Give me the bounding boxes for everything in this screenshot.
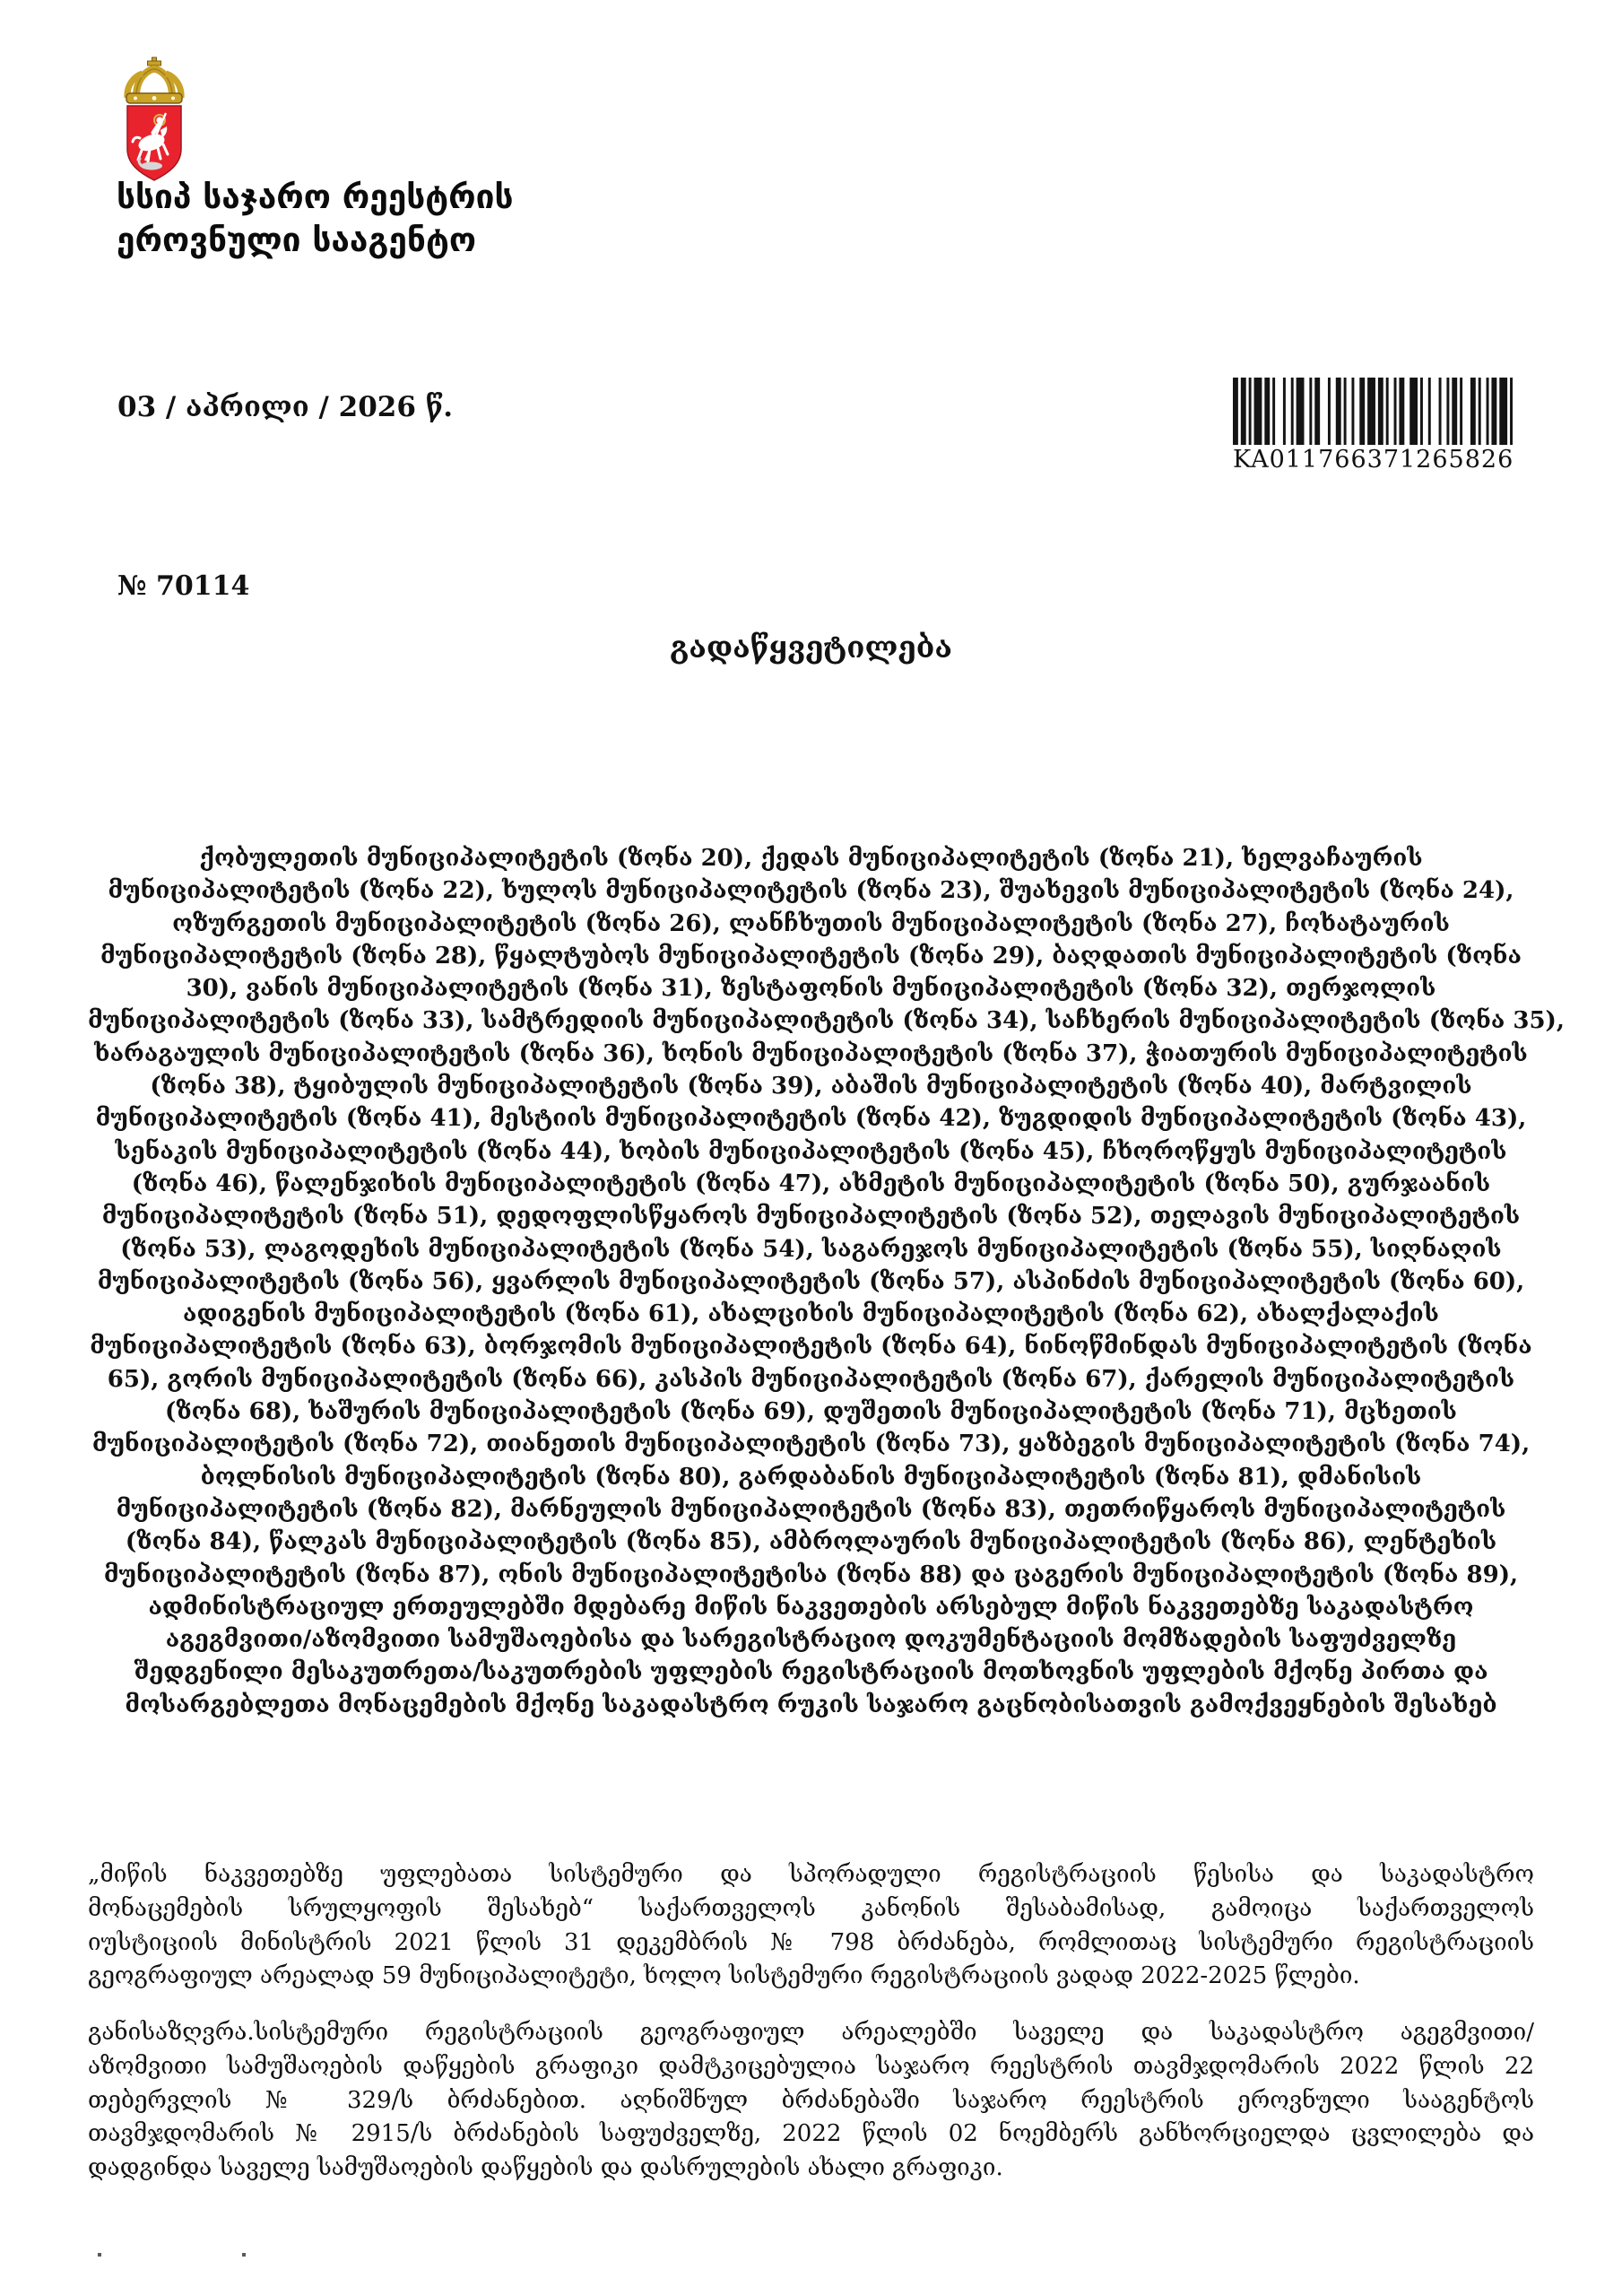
text-line: აზომვითი სამუშაოების დაწყების გრაფიკი დამტკიცებულია საჯარო რეესტრის თავმჯდომარის 2022 წლის 22 bbox=[88, 2052, 1534, 2080]
text-line: თებერვლის № 329/ს ბრძანებით. აღნიშნულ ბრძანებაში საჯარო რეესტრის ეროვნული სააგენტოს bbox=[88, 2086, 1534, 2114]
document-title: გადაწყვეტილება bbox=[670, 630, 952, 665]
text-line: მუნიციპალიტეტის (ზონა 82), მარნეულის მუნიციპალიტეტის (ზონა 83), თეთრიწყაროს მუნიციპალიტეტის bbox=[116, 1495, 1506, 1523]
text-line: (ზონა 84), წალკას მუნიციპალიტეტის (ზონა 85), ამბროლაურის მუნიციპალიტეტის (ზონა 86), ლენტეხის bbox=[125, 1528, 1497, 1556]
text-line: მუნიციპალიტეტის (ზონა 87), ონის მუნიციპალიტეტისა (ზონა 88) და ცაგერის მუნიციპალიტეტის (ზონა 89), bbox=[103, 1561, 1519, 1588]
agency-name bbox=[117, 176, 514, 262]
paragraph-schedule bbox=[88, 2016, 1534, 2186]
text-line: (ზონა 68), ხაშურის მუნიციპალიტეტის (ზონა 69), დუშეთის მუნიციპალიტეტის (ზონა 71), მცხეთის bbox=[165, 1398, 1457, 1426]
barcode bbox=[1233, 378, 1513, 474]
text-line: ადიგენის მუნიციპალიტეტის (ზონა 61), ახალციხის მუნიციპალიტეტის (ზონა 62), ახალქალაქის bbox=[183, 1300, 1439, 1328]
text-line: მუნიციპალიტეტის (ზონა 33), სამტრედიის მუნიციპალიტეტის (ზონა 34), საჩხერის მუნიციპალიტეტის (ზონა 35), bbox=[88, 1007, 1565, 1035]
text-line: მონაცემების სრულყოფის შესახებ“ საქართველოს კანონის შესაბამისად, გამოიცა საქართველოს bbox=[88, 1894, 1534, 1922]
text-line: თავმჯდომარის № 2915/ს ბრძანების საფუძველზე, 2022 წლის 02 ნოემბერს განხორციელდა ცვლილება და bbox=[88, 2120, 1534, 2148]
text-line: (ზონა 38), ტყიბულის მუნიციპალიტეტის (ზონა 39), აბაშის მუნიციპალიტეტის (ზონა 40), მარტვილის bbox=[150, 1073, 1472, 1100]
body-text bbox=[88, 842, 1565, 1721]
barcode-bars bbox=[1233, 378, 1513, 445]
text-line: ადმინისტრაციულ ერთეულებში მდებარე მიწის ნაკვეთების არსებულ მიწის ნაკვეთებზე საკადასტრო bbox=[148, 1593, 1474, 1621]
text-line: შედგენილი მესაკუთრეთა/საკუთრების უფლების რეგისტრაციის მოთხოვნის უფლების მქონე პირთა და bbox=[134, 1658, 1488, 1686]
barcode-value: KA011766371265826 bbox=[1233, 446, 1514, 474]
text-line: მოსარგებლეთა მონაცემების მქონე საკადასტრო რუკის საჯარო გაცნობისათვის გამოქვეყნების შესახებ bbox=[125, 1691, 1497, 1718]
text-line: მუნიციპალიტეტის (ზონა 51), დედოფლისწყაროს მუნიციპალიტეტის (ზონა 52), თელავის მუნიციპალიტეტის bbox=[101, 1203, 1521, 1231]
text-line: 65), გორის მუნიციპალიტეტის (ზონა 66), კასპის მუნიციპალიტეტის (ზონა 67), ქარელის მუნიციპალიტეტის bbox=[107, 1365, 1515, 1393]
text-line: მუნიციპალიტეტის (ზონა 41), მესტიის მუნიციპალიტეტის (ზონა 42), ზუგდიდის მუნიციპალიტეტის (ზონა 43), bbox=[95, 1105, 1527, 1133]
text-line: სენაკის მუნიციპალიტეტის (ზონა 44), ხობის მუნიციპალიტეტის (ზონა 45), ჩხოროწყუს მუნიციპალიტეტის bbox=[115, 1137, 1507, 1165]
scan-speck bbox=[98, 2253, 101, 2257]
text-line: მუნიციპალიტეტის (ზონა 22), ხულოს მუნიციპალიტეტის (ზონა 23), შუახევის მუნიციპალიტეტის (ზონა 24), bbox=[108, 877, 1514, 905]
text-line: მუნიციპალიტეტის (ზონა 56), ყვარლის მუნიციპალიტეტის (ზონა 57), ასპინძის მუნიციპალიტეტის (ზონა 60), bbox=[97, 1267, 1525, 1295]
text-line: აგეგმვითი/აზომვითი სამუშაოებისა და სარეგისტრაციო დოკუმენტაციის მომზადების საფუძველზე bbox=[165, 1626, 1457, 1654]
text-line: „მიწის ნაკვეთებზე უფლებათა სისტემური და სპორადული რეგისტრაციის წესისა და საკადასტრო bbox=[88, 1861, 1534, 1888]
paragraph-law-reference bbox=[88, 1858, 1534, 1994]
georgia-coat-of-arms-icon bbox=[116, 56, 193, 183]
text-line: ქობულეთის მუნიციპალიტეტის (ზონა 20), ქედას მუნიციპალიტეტის (ზონა 21), ხელვაჩაურის bbox=[199, 845, 1423, 872]
text-line: მუნიციპალიტეტის (ზონა 28), წყალტუბოს მუნიციპალიტეტის (ზონა 29), ბაღდათის მუნიციპალიტეტის (ზონა bbox=[100, 942, 1522, 970]
text-line: მუნიციპალიტეტის (ზონა 72), თიანეთის მუნიციპალიტეტის (ზონა 73), ყაზბეგის მუნიციპალიტეტის (ზონა 74), bbox=[91, 1431, 1531, 1458]
text-line: ოზურგეთის მუნიციპალიტეტის (ზონა 26), ლანჩხუთის მუნიციპალიტეტის (ზონა 27), ჩოხატაურის bbox=[172, 909, 1450, 937]
text-line: მუნიციპალიტეტის (ზონა 63), ბორჯომის მუნიციპალიტეტის (ზონა 64), ნინოწმინდას მუნიციპალიტეტის (ზონა bbox=[90, 1333, 1532, 1361]
text-line: ბოლნისის მუნიციპალიტეტის (ზონა 80), გარდაბანის მუნიციპალიტეტის (ზონა 81), დმანისის bbox=[200, 1463, 1422, 1491]
agency-name-line2: ეროვნული სააგენტო bbox=[117, 221, 476, 259]
text-line: 30), ვანის მუნიციპალიტეტის (ზონა 31), ზესტაფონის მუნიციპალიტეტის (ზონა 32), თერჯოლის bbox=[186, 975, 1436, 1003]
scan-speck bbox=[242, 2253, 246, 2257]
text-line: იუსტიციის მინისტრის 2021 წლის 31 დეკემბრის № 798 ბრძანება, რომლითაც სისტემური რეგისტრაციის bbox=[88, 1928, 1534, 1956]
text-line: გეოგრაფიულ არეალად 59 მუნიციპალიტეტი, ხოლო სისტემური რეგისტრაციის ვადად 2022-2025 წლები. bbox=[88, 1962, 1360, 1990]
text-line: (ზონა 46), წალენჯიხის მუნიციპალიტეტის (ზონა 47), ახმეტის მუნიციპალიტეტის (ზონა 50), გურჯაანის bbox=[131, 1170, 1491, 1197]
text-line: ხარაგაულის მუნიციპალიტეტის (ზონა 36), ხონის მუნიციპალიტეტის (ზონა 37), ჭიათურის მუნიციპალიტეტის bbox=[94, 1039, 1528, 1067]
document-date: 03 / აპრილი / 2026 წ. bbox=[117, 391, 454, 423]
document-number: № 70114 bbox=[117, 570, 250, 602]
text-line: (ზონა 53), ლაგოდეხის მუნიციპალიტეტის (ზონა 54), საგარეჯოს მუნიციპალიტეტის (ზონა 55), სიღნაღის bbox=[120, 1235, 1502, 1263]
text-line: განისაზღვრა.სისტემური რეგისტრაციის გეოგრაფიულ არეალებში საველე და საკადასტრო აგეგმვითი/ bbox=[88, 2019, 1534, 2046]
agency-name-line1: სსიპ საჯარო რეესტრის bbox=[117, 178, 514, 216]
text-line: დადგინდა საველე სამუშაოების დაწყების და დასრულების ახალი გრაფიკი. bbox=[88, 2154, 1003, 2182]
